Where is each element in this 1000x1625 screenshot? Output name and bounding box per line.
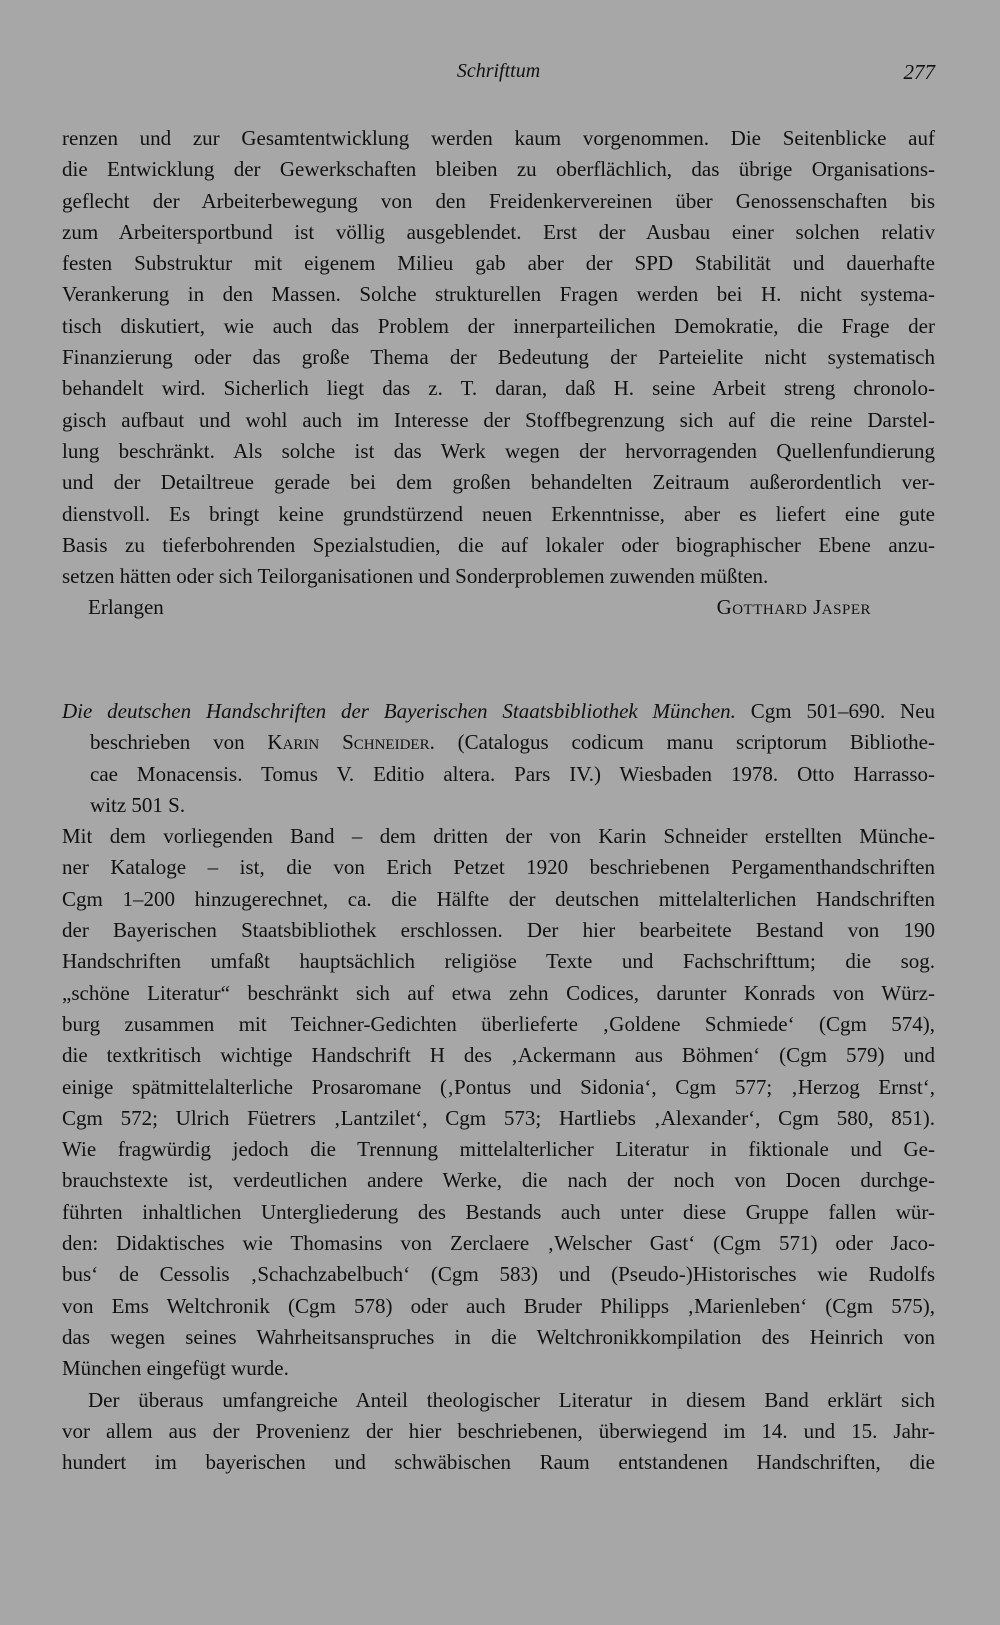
running-title: Schrifttum: [456, 60, 541, 82]
text-line: vor allem aus der Provenienz der hier beschriebenen, überwiegend im 14. und 15. Jahr-: [62, 1418, 935, 1443]
text-line: gisch aufbaut und wohl auch im Interesse der Stoffbegrenzung sich auf die reine Darstel-: [62, 407, 935, 432]
book-title: Die deutschen Handschriften der Bayerischen Staatsbibliothek München.: [62, 699, 736, 723]
text-line: hundert im bayerischen und schwäbischen Raum entstandenen Handschriften, die: [62, 1450, 935, 1475]
text-line: Finanzierung oder das große Thema der Bedeutung der Parteielite nicht systematisch: [62, 345, 935, 370]
text-line: zum Arbeitersportbund ist völlig ausgeblendet. Erst der Ausbau einer solchen relativ: [62, 219, 935, 244]
text-line: burg zusammen mit Teichner-Gedichten überlieferte ‚Goldene Schmiede‘ (Cgm 574),: [62, 1011, 935, 1036]
page-header: [62, 60, 935, 90]
text-line: Mit dem vorliegenden Band – dem dritten der von Karin Schneider erstellten Münche-: [62, 824, 935, 849]
review-1: [62, 123, 935, 623]
text-line: festen Substruktur mit eigenem Milieu gab aber der SPD Stabilität und dauerhafte: [62, 251, 935, 276]
review-place: Erlangen: [88, 595, 164, 620]
text-line: tisch diskutiert, wie auch das Problem der innerparteilichen Demokratie, die Frage der: [62, 313, 935, 338]
citation-text: beschrieben von: [90, 730, 268, 755]
page-number: 277: [903, 60, 935, 84]
text-line: brauchstexte ist, verdeutlichen andere Werke, die nach der noch von Docen durchge-: [62, 1168, 935, 1193]
text-line: „schöne Literatur“ beschränkt sich auf etwa zehn Codices, darunter Konrads von Würz-: [62, 980, 935, 1005]
editor-name: Karin Schneider: [267, 730, 430, 755]
review-2: [62, 696, 935, 1478]
text-line: Cgm 1–200 hinzugerechnet, ca. die Hälfte der deutschen mittelalterlichen Handschriften: [62, 886, 935, 911]
text-line: Wie fragwürdig jedoch die Trennung mittelalterlicher Literatur in fiktionale und Ge-: [62, 1137, 935, 1162]
text-line: München eingefügt wurde.: [62, 1356, 289, 1381]
text-line: Handschriften umfaßt hauptsächlich religiöse Texte und Fachschrifttum; die sog.: [62, 949, 935, 974]
citation-text: Cgm 501–690. Neu: [735, 699, 936, 723]
citation-text: . (Catalogus codicum manu scriptorum Bibliothe-: [429, 730, 935, 755]
text-line: das wegen seines Wahrheitsanspruches in die Weltchronikkompilation des Heinrich von: [62, 1324, 935, 1349]
citation-line: cae Monacensis. Tomus V. Editio altera. Pars IV.) Wiesbaden 1978. Otto Harrasso-: [90, 761, 935, 786]
text-line: behandelt wird. Sicherlich liegt das z. T. daran, daß H. seine Arbeit streng chronolo-: [62, 376, 935, 401]
signature-row: [62, 592, 935, 623]
citation-line: [62, 696, 935, 727]
text-line: führten inhaltlichen Untergliederung des Bestands auch unter diese Gruppe fallen wür-: [62, 1199, 935, 1224]
text-line: setzen hätten oder sich Teilorganisationen und Sonderproblemen zuwenden müßten.: [62, 564, 769, 589]
text-line: die textkritisch wichtige Handschrift H des ‚Ackermann aus Böhmen‘ (Cgm 579) und: [62, 1043, 935, 1068]
text-line: der Bayerischen Staatsbibliothek erschlossen. Der hier bearbeitete Bestand von 190: [62, 918, 935, 943]
text-line: Cgm 572; Ulrich Füetrers ‚Lantzilet‘, Cgm 573; Hartliebs ‚Alexander‘, Cgm 580, 851).: [62, 1105, 935, 1130]
text-line: dienstvoll. Es bringt keine grundstürzend neuen Erkenntnisse, aber es liefert eine gute: [62, 501, 935, 526]
text-line: Basis zu tieferbohrenden Spezialstudien, die auf lokaler oder biographischer Ebene anzu-: [62, 532, 935, 557]
reviewer-name: Gotthard Jasper: [716, 595, 871, 620]
text-line: ner Kataloge – ist, die von Erich Petzet 1920 beschriebenen Pergamenthandschriften: [62, 855, 935, 880]
text-line: Der überaus umfangreiche Anteil theologischer Literatur in diesem Band erklärt sich: [88, 1387, 935, 1412]
citation-line: witz 501 S.: [90, 792, 186, 817]
text-line: lung beschränkt. Als solche ist das Werk wegen der hervorragenden Quellenfundierung: [62, 438, 935, 463]
text-line: geflecht der Arbeiterbewegung von den Freidenkervereinen über Genossenschaften bis: [62, 188, 935, 213]
text-line: einige spätmittelalterliche Prosaromane (‚Pontus und Sidonia‘, Cgm 577; ‚Herzog Ernst‘,: [62, 1074, 935, 1099]
text-line: renzen und zur Gesamtentwicklung werden kaum vorgenommen. Die Seitenblicke auf: [62, 126, 935, 150]
text-line: Verankerung in den Massen. Solche strukturellen Fragen werden bei H. nicht systema-: [62, 282, 935, 307]
text-line: und der Detailtreue gerade bei dem großen behandelten Zeitraum außerordentlich ver-: [62, 470, 935, 495]
citation-line: [62, 727, 935, 758]
text-line: bus‘ de Cessolis ‚Schachzabelbuch‘ (Cgm 583) und (Pseudo-)Historisches wie Rudolfs: [62, 1262, 935, 1287]
text-line: den: Didaktisches wie Thomasins von Zerclaere ‚Welscher Gast‘ (Cgm 571) oder Jaco-: [62, 1231, 935, 1256]
text-line: von Ems Weltchronik (Cgm 578) oder auch Bruder Philipps ‚Marienleben‘ (Cgm 575),: [62, 1293, 935, 1318]
text-line: die Entwicklung der Gewerkschaften bleiben zu oberflächlich, das übrige Organisations-: [62, 157, 935, 182]
